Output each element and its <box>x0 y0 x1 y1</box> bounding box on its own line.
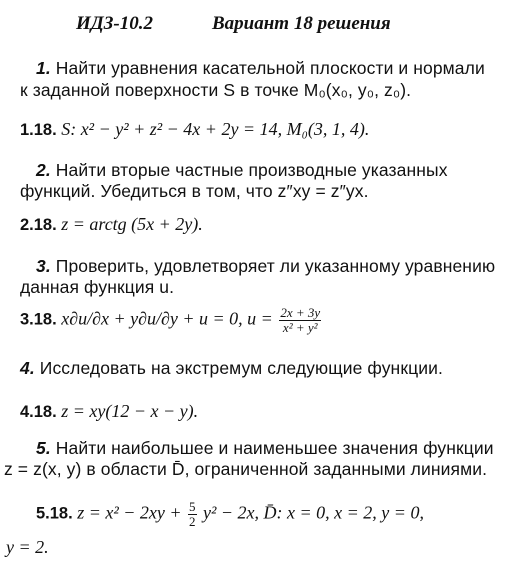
task1-number: 1. <box>36 58 51 78</box>
task4-number: 4. <box>20 358 35 378</box>
task4-line1: Исследовать на экстремум следующие функции. <box>39 358 443 378</box>
task3-line1: Проверить, удовлетворяет ли указанному уравнению <box>55 256 496 276</box>
problem-3-18 <box>20 306 323 334</box>
task1-line2: к заданной поверхности S в точке M₀(x₀, y₀, z₀). <box>20 80 412 100</box>
problem-5-18-equation-part2: y² − 2x, D̄: x = 0, x = 2, y = 0, <box>203 502 424 523</box>
problem-5-18-fraction-numerator: 5 <box>189 499 196 514</box>
problem-5-18-continuation: y = 2. <box>6 537 49 557</box>
problem-4-18 <box>20 402 198 421</box>
problem-1-18-equation: S: x² − y² + z² − 4x + 2y = 14, M₀(3, 1, 4). <box>61 119 370 139</box>
task5-line2: z = z(x, y) в области D̄, ограниченной заданными линиями. <box>4 459 488 479</box>
task5-text-line1 <box>36 440 494 458</box>
problem-5-18-fraction-denominator: 2 <box>189 513 196 529</box>
problem-1-18-number: 1.18. <box>20 121 57 139</box>
task4-text-line1 <box>20 360 443 378</box>
problem-5-18-number: 5.18. <box>36 504 73 523</box>
task5-number: 5. <box>36 438 51 458</box>
problem-1-18 <box>20 120 369 139</box>
task3-number: 3. <box>36 256 51 276</box>
problem-2-18 <box>20 215 203 234</box>
problem-3-18-fraction-denominator: x² + y² <box>282 319 318 335</box>
problem-2-18-number: 2.18. <box>20 216 57 234</box>
problem-5-18-equation-part1: z = x² − 2xy + <box>77 502 187 523</box>
task5-line1: Найти наибольшее и наименьшее значения функции <box>55 438 494 458</box>
task2-line2: функций. Убедиться в том, что z″xy = z″yx. <box>20 181 369 201</box>
problem-3-18-fraction-numerator: 2x + 3y <box>280 305 321 320</box>
task2-line1: Найти вторые частные производные указанных <box>55 160 448 180</box>
problem-5-18 <box>36 500 424 528</box>
problem-4-18-number: 4.18. <box>20 403 57 421</box>
problem-3-18-number: 3.18. <box>20 310 57 329</box>
task2-number: 2. <box>36 160 51 180</box>
header-variant: Вариант 18 решения <box>212 13 391 34</box>
task3-line2: данная функция u. <box>20 277 175 297</box>
problem-3-18-fraction <box>279 306 321 334</box>
problem-5-18-fraction <box>188 500 197 528</box>
task1-text-line1 <box>36 60 485 78</box>
problem-2-18-equation: z = arctg (5x + 2y). <box>61 214 203 234</box>
task1-line1: Найти уравнения касательной плоскости и нормали <box>55 58 485 78</box>
task2-text-line1 <box>36 162 448 180</box>
task3-text-line1 <box>36 258 495 276</box>
problem-3-18-equation: x∂u/∂x + y∂u/∂y + u = 0, u = <box>61 308 278 329</box>
header-code: ИДЗ-10.2 <box>76 13 154 34</box>
problem-4-18-equation: z = xy(12 − x − y). <box>61 401 199 421</box>
